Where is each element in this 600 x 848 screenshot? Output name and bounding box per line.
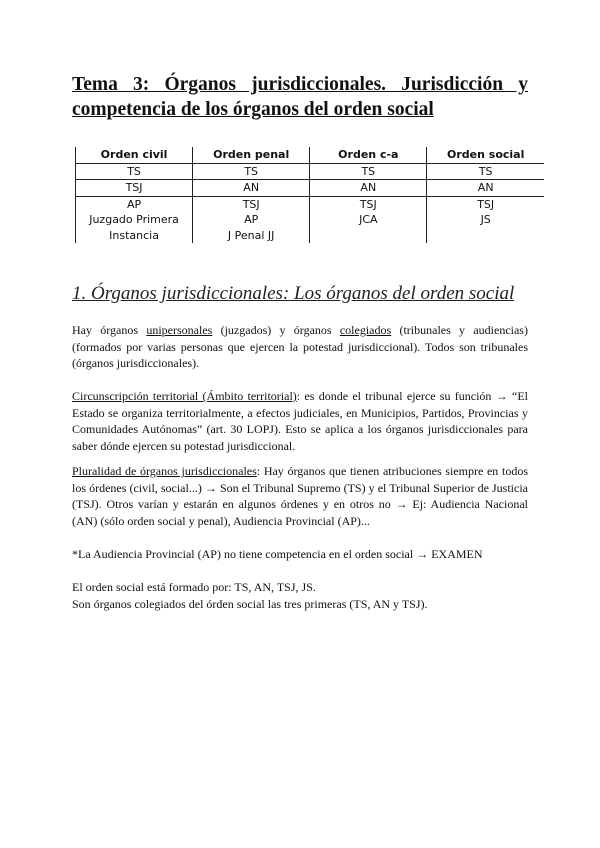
table-cell: AN — [427, 180, 544, 197]
term-colegiados: colegiados — [339, 323, 392, 337]
table-row — [76, 196, 545, 243]
paragraph-pluralidad — [72, 463, 528, 529]
paragraph-organ-types — [72, 322, 528, 372]
term-pluralidad: Pluralidad de órganos jurisdiccionales — [72, 464, 257, 478]
header-cell: Orden civil — [76, 147, 193, 163]
table-cell: TS — [427, 163, 544, 180]
section-heading: 1. Órganos jurisdiccionales: Los órganos del orden social — [72, 283, 515, 304]
document-title: Tema 3: Órganos jurisdiccionales. Jurisdicción y competencia de los órganos del orden social — [72, 74, 528, 120]
term-unipersonales: unipersonales — [146, 323, 213, 337]
text: Hay órganos — [72, 323, 147, 337]
text: : Hay órganos que tienen atribuciones siempre en todos los órdenes (civil, social...) → Son el Tribunal Supremo (TS) y el Tribunal Superior de Justicia (TSJ). Otros varían y estarán en algunos órdenes y en otros no → Ej: Audiencia Nacional (AN) (sólo orden social y penal), Audiencia Provincial (AP)... — [72, 464, 528, 528]
term-circunscripcion: Circunscripción territorial (Ámbito territorial) — [72, 389, 297, 403]
table-cell: AN — [193, 180, 310, 197]
table-cell: TSJ AP J Penal JJ — [193, 196, 310, 243]
header-cell: Orden social — [427, 147, 544, 163]
table-cell: AN — [310, 180, 427, 197]
orders-table — [75, 147, 544, 243]
header-cell: Orden c-a — [310, 147, 427, 163]
table-row — [76, 163, 545, 180]
text: (juzgados) y órganos — [212, 323, 340, 337]
paragraph-circunscripcion — [72, 388, 528, 454]
paragraph-orden-social — [72, 579, 528, 612]
header-cell: Orden penal — [193, 147, 310, 163]
text: El orden social está formado por: TS, AN, TSJ, JS. — [72, 580, 316, 594]
text: : es donde el tribunal ejerce su función → “El Estado se organiza territorialmente, a efectos judiciales, en Municipios, Partidos, Provincias y Comunidades Autónomas” (art. 30 LOPJ). Esto se aplica a los órganos jurisdiccionales para saber dónde ejercen su potestad jurisdiccional. — [72, 389, 528, 453]
table-header-row — [76, 147, 545, 163]
table-cell: TSJ JS — [427, 196, 544, 243]
table-row — [76, 180, 545, 197]
table-cell: TS — [193, 163, 310, 180]
table-cell: TS — [310, 163, 427, 180]
text: Son órganos colegiados del órden social las tres primeras (TS, AN y TSJ). — [72, 596, 428, 611]
table-cell: TSJ — [76, 180, 193, 197]
text: (tribunales y audiencias) (formados por varias personas que ejercen la potestad jurisdiccional). Todos son tribunales (órganos jurisdiccionales). — [72, 323, 528, 371]
table-cell: AP Juzgado Primera Instancia — [76, 196, 193, 243]
table-cell: TS — [76, 163, 193, 180]
paragraph-exam-note: *La Audiencia Provincial (AP) no tiene competencia en el orden social → EXAMEN — [72, 547, 483, 561]
table-cell: TSJ JCA — [310, 196, 427, 243]
